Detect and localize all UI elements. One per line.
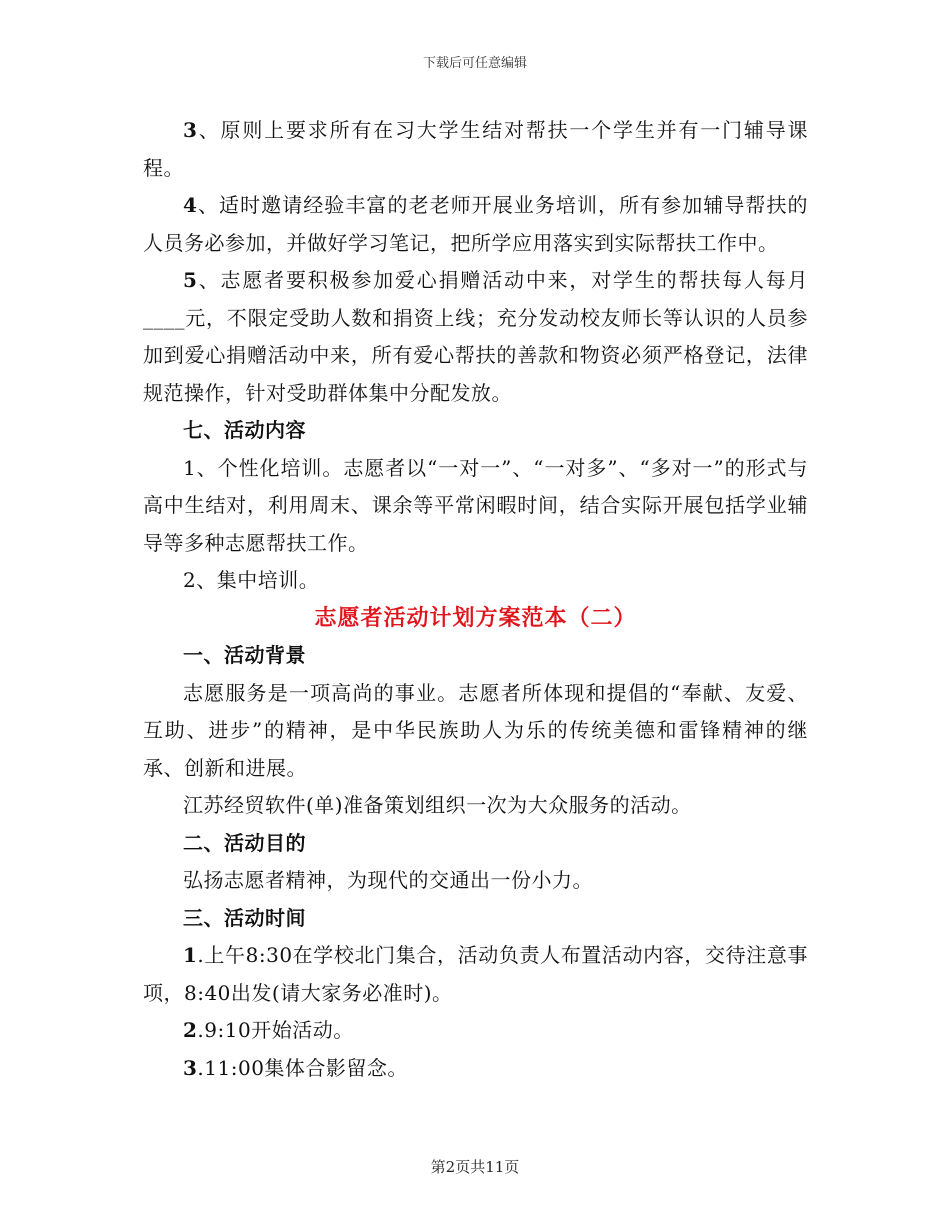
page-footer: 第2页共11页 bbox=[430, 1158, 520, 1176]
item-number: 4 bbox=[183, 193, 198, 217]
section-heading: 七、活动内容 bbox=[183, 418, 306, 442]
item-number: 2 bbox=[183, 1018, 198, 1042]
paragraph-content-1: 1、个性化培训。志愿者以“一对一”、“一对多”、“多对一”的形式与高中生结对，利用周末、课余等平常闲暇时间，结合实际开展包括学业辅导等多种志愿帮扶工作。 bbox=[143, 455, 808, 555]
paragraph-time-2 bbox=[143, 1012, 808, 1050]
section-heading: 二、活动目的 bbox=[183, 830, 306, 855]
document-title: 志愿者活动计划方案范本（二） bbox=[314, 604, 637, 631]
paragraph-text: .上午8:30在学校北门集合，活动负责人布置活动内容，交待注意事项，8:40出发(请大家务必准时)。 bbox=[143, 943, 808, 1005]
item-number: 1 bbox=[183, 943, 198, 967]
paragraph-text: 、适时邀请经验丰富的老老师开展业务培训，所有参加辅导帮扶的人员务必参加，并做好学习笔记，把所学应用落实到实际帮扶工作中。 bbox=[143, 193, 808, 255]
page-header: 下载后可任意编辑 bbox=[422, 56, 527, 71]
paragraph-text: .9:10开始活动。 bbox=[197, 1018, 354, 1042]
paragraph-text: 、原则上要求所有在习大学生结对帮扶一个学生并有一门辅导课程。 bbox=[143, 118, 808, 180]
item-number: 3 bbox=[183, 1055, 198, 1080]
paragraph-time-1 bbox=[143, 937, 808, 1012]
paragraph-text: .11:00集体合影留念。 bbox=[197, 1055, 408, 1080]
paragraph-background-2: 江苏经贸软件(单)准备策划组织一次为大众服务的活动。 bbox=[183, 793, 692, 817]
section-heading: 三、活动时间 bbox=[183, 905, 306, 930]
paragraph-text: 、志愿者要积极参加爱心捐赠活动中来，对学生的帮扶每人每月____元，不限定受助人数和捐资上线；充分发动校友师长等认识的人员参加到爱心捐赠活动中来，所有爱心帮扶的善款和物资必须严格登记，法律规范操作，针对受助群体集中分配发放。 bbox=[143, 268, 808, 405]
paragraph-item-4 bbox=[143, 187, 808, 262]
paragraph-purpose: 弘扬志愿者精神，为现代的交通出一份小力。 bbox=[183, 868, 593, 892]
paragraph-item-3 bbox=[143, 112, 808, 187]
section-heading: 一、活动背景 bbox=[183, 643, 306, 667]
item-number: 3 bbox=[183, 118, 198, 142]
paragraph-content-2: 2、集中培训。 bbox=[183, 568, 320, 592]
item-number: 5 bbox=[183, 268, 198, 292]
paragraph-time-3 bbox=[143, 1050, 808, 1088]
paragraph-item-5 bbox=[143, 262, 808, 412]
document-body bbox=[143, 112, 808, 1087]
paragraph-background-1: 志愿服务是一项高尚的事业。志愿者所体现和提倡的“奉献、友爱、互助、进步”的精神，是中华民族助人为乐的传统美德和雷锋精神的继承、创新和进展。 bbox=[143, 680, 808, 780]
